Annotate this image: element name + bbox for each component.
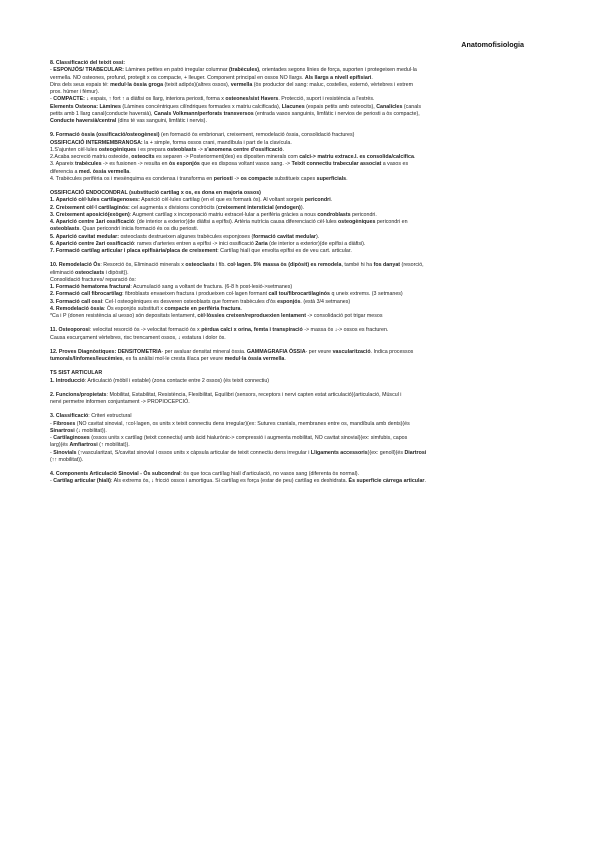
text-line: 4. Components Articulació Sinovial - Òs subcondral: òs que toca cartílag hialí d'articulació, no vasos sang (diferenta òs normal). [50,471,360,477]
text-line: TS SIST ARTICULAR [50,370,103,377]
section-6 [50,349,550,364]
text-line: 3. Formació call ossi: Cel·l osteogèniques es desveren osteoblasts que formen trabècules d'òs esponjós. (està 3/4 setmanes) [50,298,351,305]
text-line: Sinartrosi (↓ mobilitat)). [50,427,107,434]
section-10 [50,471,550,486]
section-1 [50,60,550,125]
text-line: diferencia a med. òssia vermella. [50,168,131,175]
text-line: 4. Trabècules perifèria os i mesènquima es condensa i transforma en periosti -> os compacte substitueix capes superficials. [50,175,348,182]
text-line: 4. Remodelació òssia: Òs esponjós substituït x compacte en perifèria fractura. [50,305,242,312]
section-9 [50,413,550,464]
text-line: 12. Proves Diagnòstiques: DENSITOMETRIA- per avaluar densitat mineral òssia. GAMMAGRAFIA ÒSSIA- per veure vascularització. Indica processos [50,348,414,355]
text-line: 6. Aparició centre 2ari ossificació: rames d'arteries entren a epífisi -> inici ossificació 2aria (de interior a exterior)(de epífisi a diàfisi). [50,240,366,247]
text-line: OSSIFICACIÓ ENDOCONDRAL (substitució cartílag x os, es dona en majoria ossos) [50,190,261,196]
text-line: - ESPONJÓS/ TRABECULAR: Làmines petites en patró irregular columnar (trabècules), orientades segons línies de força, suporten i protegeixen medul·la [50,67,417,74]
text-line: 9. Formació òssia (ossificació/osteogènesi) (en formació òs embrionari, creixement, remodelació òssia, consolidació fractures) [50,132,355,139]
text-line: 3. Apareix trabècules -> es fusionen -> resulta en òs esponjós que es disposa voltant vasos sang. -> Teixit connectiu trabecular associat a vasos es [50,161,409,168]
text-line: - Fibroses (NO cavitat sinovial, ↑col·lagen, os units x teixit connectiu dens irregular)(ex: Sutures cranials, membranes entre os, mandíbula amb dents)(és [50,420,410,427]
text-line: Causa escurçament vèrtebres, risc trencament ossos, ↓ estatura i dolor òs. [50,334,226,341]
document-body [50,60,550,493]
text-line: 3. Classificació: Criteri estructural [50,413,132,420]
text-line: OSSIFICACIÓ INTERMEMBRANOSA: la + simple, forma ossos crani, mandíbula i part de la clavícula. [50,139,292,146]
text-line: 2. Funcions/propietats: Mobilitat, Estabilitat, Resistència, Flexibilitat, Equilibri (sensors, receptors i nervi capten estat articulació)(articulació, Múscul i [50,391,402,398]
section-8 [50,392,550,407]
text-line: 10. Remodelació Òs: Resorció òs, Eliminació minerals x osteoclasts i fib. col·lagen. 5% massa òs (dipòsit) es remodela, també hi ha fos danyat (resorció, [50,262,424,269]
text-line: petits amb 1 llarg canal(conducte haversià), Canals Volkmann/perforats transversos (entrada vasos sanguinis, limfàtic i nervios de periosti a òs compacte), [50,110,420,117]
text-line: 11. Osteoporosi: velocitat resorció òs -> velocitat formació òs x pèrdua calci x orina, femta i transpiració -> massa òs ↓-> ossos es fracturen. [50,327,389,334]
text-line: Dins dels seus espais té: medul·la òssia groga (teixit adipós)(altres ossos), vermella (òs productor del sang: maluc, costelles, esternó, vèrtebres i extrem [50,81,414,88]
text-line: 1. Aparició cèl·lules cartilagenoses: Aparició cèl·lules cartilag (en el que es formarà òs). Al voltant sorgeix pericondri. [50,197,333,204]
text-line: 4. Aparició centre 1ari ossificació: (de interior a exterior)(de diàfisi a epífisi). Artèria nutrícia causa diferenciació cèl·lules osteogèniques pericondri en [50,219,408,225]
text-line: Consolidació fractures/ reparació òs: [50,276,136,283]
page-header: Anatomofisiologia [461,40,524,49]
text-line: 1.S'ajunten cèl·lules osteogèniques i es prepara osteoblasts -> s'anomena centre d'ossificació. [50,146,284,153]
text-line: 2. Creixement cèl·l cartilaginós: cel augmenta x divisions condròcits (creixement intersticial (endogen)). [50,204,305,211]
text-line: 5. Aparició cavitat medular: osteoclasts destrueixen algunes trabècules esponjoses (formació cavitat medular). [50,233,320,240]
text-line: nervi permetre informen conjuntament -> PROPIOCEPCIÓ. [50,399,190,405]
text-line: osteoblasts. Quan pericondri inicia formació és os diu periosti. [50,226,199,233]
text-line: Conducte haversià/central (dins té vas sanguini, limfàtic i nervis). [50,118,207,124]
text-line: 2. Formació call fibrocartílag: fibroblasts envaeixen fractura i produeixen col·lagen formant call tou/fibrocartilaginós q uneix extrems. (3 setmanes) [50,291,403,298]
section-5 [50,327,550,342]
text-line: 2.Acaba secreció matriu osteoide, osteocits es separen -> Posteriorment(des) es dipositen minerals com calci-> matriu extrace.l. es consolida/calcifica. [50,154,416,160]
text-line: 1. Introducció: Articulació (mòbil i estable) (zona contacte entre 2 ossos) (és teixit connectiu) [50,377,270,384]
text-line: 7. Formació cartílag articular i placa epifisària/placa de creixement: Cartílag hialí que envolta epífisi es de veu cart. articular. [50,248,352,254]
section-3 [50,190,550,255]
text-line: - Cartilaginoses (ossos units x cartílag (teixit connectiu) amb àcid hialurònic-> compressió i augmenta mobilitat, NO cavitat sinovial)(ex: simfubis, capos [50,435,408,441]
text-line: prox. húmer i fèmur). [50,89,100,95]
text-line: larg)(és Amfiartrosi (↑ mobilitat)). [50,442,130,449]
text-line: tumorals/linfomes/leucèmies, es fa anàlisi mol·le cresta ilíaca per veure medul·la òssia vermella. [50,356,286,362]
text-line: - Cartílag articular (hialí): Als extrems òs, ↓ fricció ossos i amortigua. Si cartílag es força (estar de peu) cartílag es deshidrata. És superfície càrrega articular. [50,478,426,485]
text-line: 1. Formació hematoma fractural: Acumulació sang a voltant de fractura. (6-8 h post-lesió->setmanes) [50,284,293,290]
section-2 [50,132,550,183]
section-7 [50,370,550,385]
text-line: eliminació osteoclasts i dipòsit)). [50,269,129,276]
text-line: (↑↑ mobilitat)). [50,456,84,463]
text-line: 3. Creixement aposició(exògen): Augment cartílag x incorporació matriu extracel·lular a perifèria gràcies a nous condroblasts pericondri. [50,211,377,218]
text-line: - COMPACTE: ↓ espais, ↑ fort ↑ a diàfisi os llarg, interiora periosti, forma x osteones/sist Havers. Protecció, suport i resistència a l'estrès. [50,96,375,103]
text-line: vermella. NO osteones, profund, protegit x os compacte, + lleuger. Component principal en ossos NO llargs. Als llargs a nivell epífisiari. [50,74,373,81]
section-4 [50,262,550,320]
text-line: 8. Classificació del teixit ossi: [50,60,126,66]
text-line: Elements Osteona: Làmines (Làmines concèntriques cilíndriques formades x matriu calcificada), Llacunes (espais petits amb osteocits), Canalícles (canals [50,103,421,110]
text-line: - Sinovials (↑vascularitzat, S/cavitat sinovial i ossos units x càpsula articular de teixit connectiu dens irregular i Lligaments accessoris)(ex: genoll)(és Diartrosi [50,449,427,456]
text-line: *Ca i P (donen resistència al uesso) són depositats lentament, cèl·lòssies creixen/reproduexien lentament -> consolidació pot trigar mesos [50,313,383,319]
